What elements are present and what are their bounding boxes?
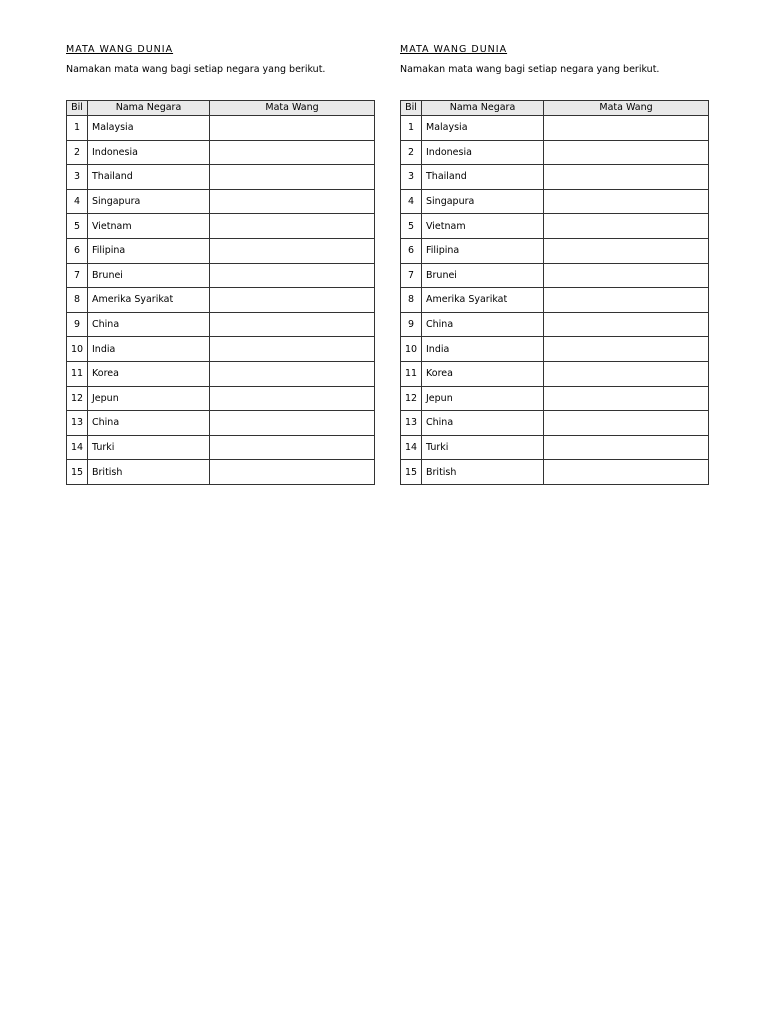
row-number: 1 (401, 116, 422, 141)
country-name: Brunei (88, 263, 210, 288)
table-row (401, 263, 709, 288)
table-row (401, 165, 709, 190)
currency-answer-cell[interactable] (210, 140, 375, 165)
country-name: Indonesia (88, 140, 210, 165)
table-row (67, 386, 375, 411)
currency-answer-cell[interactable] (210, 288, 375, 313)
table-row (401, 312, 709, 337)
country-name: China (88, 411, 210, 436)
row-number: 3 (67, 165, 88, 190)
row-number: 12 (67, 386, 88, 411)
row-number: 7 (67, 263, 88, 288)
row-number: 9 (401, 312, 422, 337)
currency-answer-cell[interactable] (544, 165, 709, 190)
currency-answer-cell[interactable] (210, 337, 375, 362)
table-row (67, 263, 375, 288)
row-number: 2 (401, 140, 422, 165)
country-name: India (88, 337, 210, 362)
currency-answer-cell[interactable] (544, 214, 709, 239)
currency-answer-cell[interactable] (544, 337, 709, 362)
country-name: Filipina (88, 238, 210, 263)
header-nama-negara: Nama Negara (422, 101, 544, 116)
country-name: Brunei (422, 263, 544, 288)
table-row (401, 140, 709, 165)
row-number: 7 (401, 263, 422, 288)
currency-answer-cell[interactable] (210, 312, 375, 337)
row-number: 8 (67, 288, 88, 313)
currency-answer-cell[interactable] (210, 263, 375, 288)
country-name: Vietnam (422, 214, 544, 239)
table-row (67, 337, 375, 362)
table-row (401, 460, 709, 485)
currency-answer-cell[interactable] (210, 116, 375, 141)
worksheet-right (400, 44, 708, 478)
currency-answer-cell[interactable] (544, 312, 709, 337)
row-number: 4 (67, 189, 88, 214)
row-number: 8 (401, 288, 422, 313)
currency-answer-cell[interactable] (210, 460, 375, 485)
country-name: Amerika Syarikat (422, 288, 544, 313)
currency-answer-cell[interactable] (210, 238, 375, 263)
currency-answer-cell[interactable] (544, 238, 709, 263)
row-number: 10 (401, 337, 422, 362)
currency-answer-cell[interactable] (210, 361, 375, 386)
country-name: Thailand (422, 165, 544, 190)
currency-answer-cell[interactable] (210, 386, 375, 411)
currency-answer-cell[interactable] (544, 288, 709, 313)
country-name: Korea (422, 361, 544, 386)
country-name: Turki (422, 435, 544, 460)
currency-answer-cell[interactable] (544, 435, 709, 460)
table-header-row (401, 101, 709, 116)
worksheet-left (66, 44, 374, 478)
table-row (67, 140, 375, 165)
country-name: China (88, 312, 210, 337)
country-name: Amerika Syarikat (88, 288, 210, 313)
country-name: Malaysia (422, 116, 544, 141)
row-number: 4 (401, 189, 422, 214)
country-name: Filipina (422, 238, 544, 263)
table-header-row (67, 101, 375, 116)
table-row (67, 312, 375, 337)
country-name: Indonesia (422, 140, 544, 165)
currency-table (66, 100, 375, 485)
row-number: 6 (401, 238, 422, 263)
worksheet-title: MATA WANG DUNIA (400, 44, 508, 55)
table-row (67, 189, 375, 214)
row-number: 14 (401, 435, 422, 460)
country-name: Vietnam (88, 214, 210, 239)
currency-answer-cell[interactable] (210, 435, 375, 460)
currency-table (400, 100, 709, 485)
currency-answer-cell[interactable] (544, 140, 709, 165)
currency-answer-cell[interactable] (544, 189, 709, 214)
table-row (67, 361, 375, 386)
table-row (401, 337, 709, 362)
country-name: Malaysia (88, 116, 210, 141)
table-row (67, 238, 375, 263)
table-row (401, 238, 709, 263)
table-row (67, 214, 375, 239)
country-name: Thailand (88, 165, 210, 190)
worksheet-title: MATA WANG DUNIA (66, 44, 174, 55)
currency-answer-cell[interactable] (544, 386, 709, 411)
header-mata-wang: Mata Wang (210, 101, 375, 116)
row-number: 9 (67, 312, 88, 337)
table-row (67, 116, 375, 141)
header-bil: Bil (67, 101, 88, 116)
row-number: 15 (67, 460, 88, 485)
currency-answer-cell[interactable] (210, 189, 375, 214)
table-row (67, 288, 375, 313)
row-number: 12 (401, 386, 422, 411)
currency-answer-cell[interactable] (544, 116, 709, 141)
table-row (401, 189, 709, 214)
row-number: 1 (67, 116, 88, 141)
table-row (67, 411, 375, 436)
table-row (401, 214, 709, 239)
table-row (67, 460, 375, 485)
country-name: Korea (88, 361, 210, 386)
row-number: 5 (67, 214, 88, 239)
currency-answer-cell[interactable] (544, 411, 709, 436)
table-row (401, 411, 709, 436)
country-name: British (88, 460, 210, 485)
country-name: Singapura (88, 189, 210, 214)
country-name: Turki (88, 435, 210, 460)
country-name: British (422, 460, 544, 485)
header-mata-wang: Mata Wang (544, 101, 709, 116)
table-row (401, 435, 709, 460)
table-row (401, 288, 709, 313)
table-row (401, 386, 709, 411)
worksheet-instruction: Namakan mata wang bagi setiap negara yang berikut. (400, 64, 660, 75)
currency-answer-cell[interactable] (210, 214, 375, 239)
row-number: 2 (67, 140, 88, 165)
table-row (67, 435, 375, 460)
country-name: China (422, 411, 544, 436)
row-number: 13 (401, 411, 422, 436)
country-name: Singapura (422, 189, 544, 214)
country-name: Jepun (88, 386, 210, 411)
row-number: 11 (401, 361, 422, 386)
table-row (401, 116, 709, 141)
header-bil: Bil (401, 101, 422, 116)
row-number: 6 (67, 238, 88, 263)
header-nama-negara: Nama Negara (88, 101, 210, 116)
currency-answer-cell[interactable] (544, 263, 709, 288)
row-number: 3 (401, 165, 422, 190)
row-number: 11 (67, 361, 88, 386)
row-number: 14 (67, 435, 88, 460)
table-row (67, 165, 375, 190)
currency-answer-cell[interactable] (210, 165, 375, 190)
row-number: 10 (67, 337, 88, 362)
row-number: 5 (401, 214, 422, 239)
row-number: 13 (67, 411, 88, 436)
table-body (67, 116, 375, 485)
country-name: Jepun (422, 386, 544, 411)
currency-answer-cell[interactable] (210, 411, 375, 436)
currency-answer-cell[interactable] (544, 361, 709, 386)
currency-answer-cell[interactable] (544, 460, 709, 485)
worksheet-instruction: Namakan mata wang bagi setiap negara yang berikut. (66, 64, 326, 75)
row-number: 15 (401, 460, 422, 485)
country-name: India (422, 337, 544, 362)
table-body (401, 116, 709, 485)
table-row (401, 361, 709, 386)
country-name: China (422, 312, 544, 337)
